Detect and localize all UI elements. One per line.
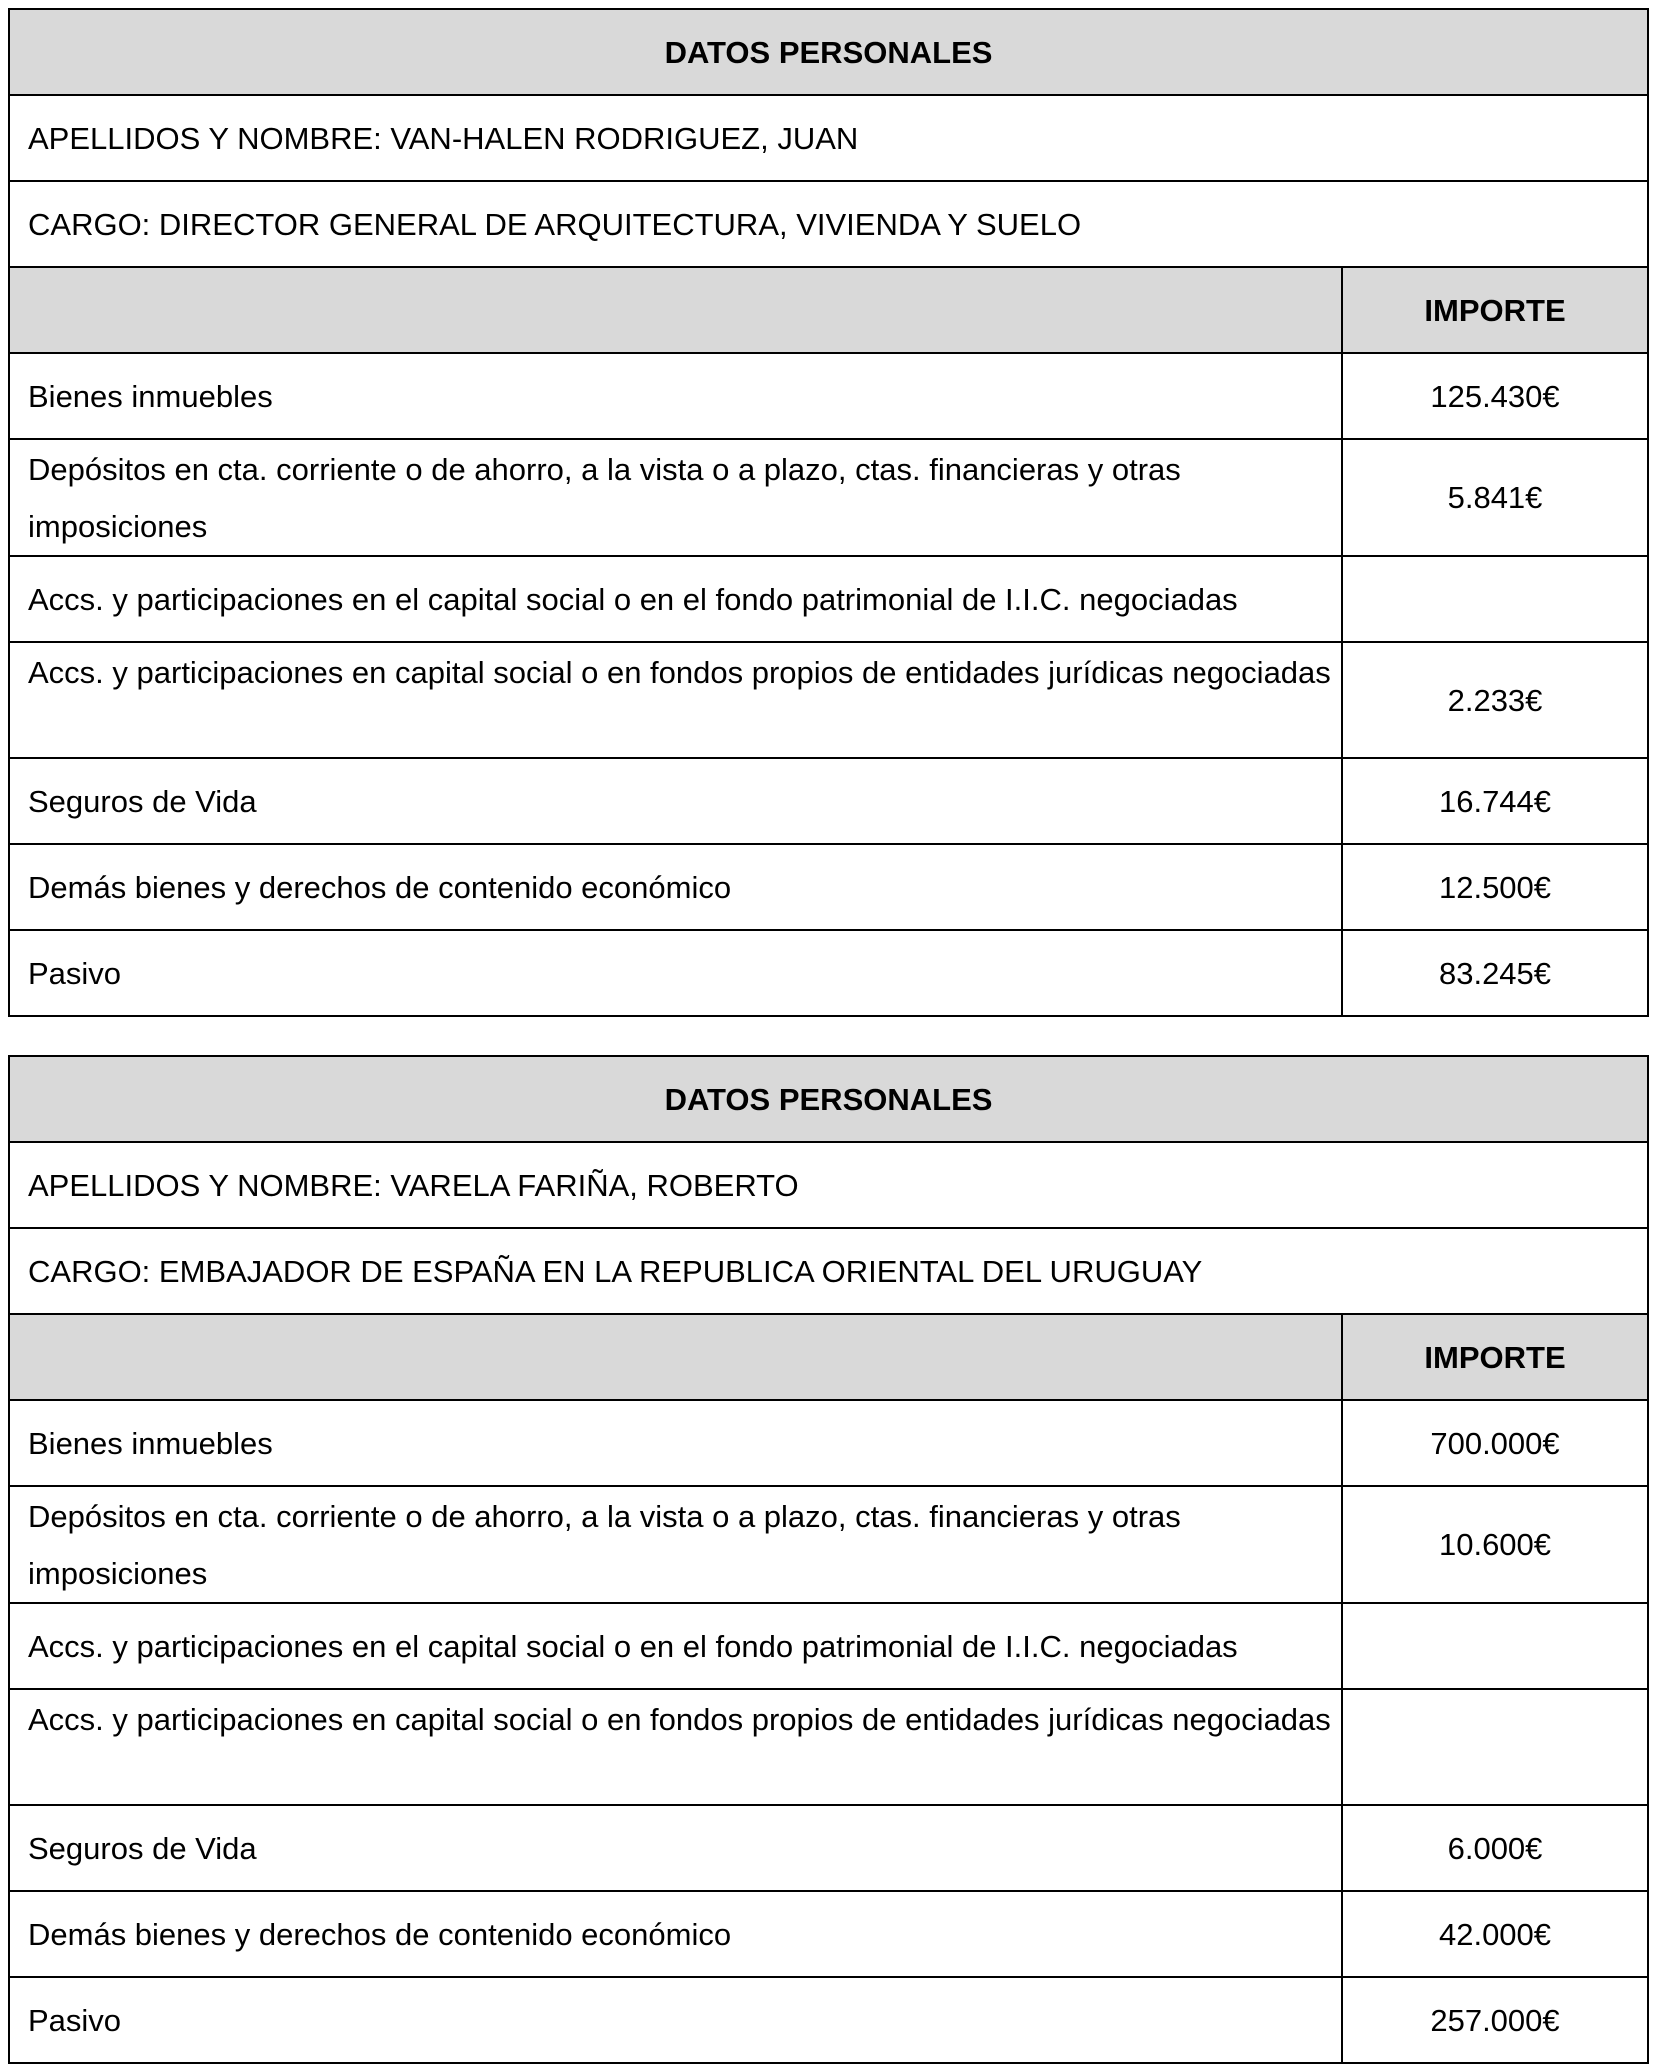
- table-row: [9, 930, 1648, 1016]
- item-label: Accs. y participaciones en el capital social o en el fondo patrimonial de I.I.C. negociadas: [9, 556, 1342, 642]
- declaration-table: [8, 8, 1649, 1017]
- item-amount: 2.233€: [1342, 642, 1648, 758]
- name-line: APELLIDOS Y NOMBRE: VAN-HALEN RODRIGUEZ, JUAN: [9, 95, 1648, 181]
- amount-column-header: IMPORTE: [1342, 1314, 1648, 1400]
- table-row: [9, 1891, 1648, 1977]
- item-amount: 16.744€: [1342, 758, 1648, 844]
- table-row: [9, 439, 1648, 556]
- item-label: Bienes inmuebles: [9, 353, 1342, 439]
- table-row: [9, 642, 1648, 758]
- table-header-row: [9, 9, 1648, 95]
- item-amount: 12.500€: [1342, 844, 1648, 930]
- item-label: Demás bienes y derechos de contenido económico: [9, 844, 1342, 930]
- item-label: Seguros de Vida: [9, 758, 1342, 844]
- item-label: Depósitos en cta. corriente o de ahorro, a la vista o a plazo, ctas. financieras y otras imposiciones: [9, 439, 1342, 556]
- table-header-row: [9, 1056, 1648, 1142]
- declaration-table: [8, 1055, 1649, 2064]
- section-title: DATOS PERSONALES: [9, 9, 1648, 95]
- amount-column-header: IMPORTE: [1342, 267, 1648, 353]
- cargo-row: [9, 1228, 1648, 1314]
- item-label: Demás bienes y derechos de contenido económico: [9, 1891, 1342, 1977]
- item-label: Accs. y participaciones en capital social o en fondos propios de entidades jurídicas negociadas: [9, 642, 1342, 758]
- item-label: Depósitos en cta. corriente o de ahorro, a la vista o a plazo, ctas. financieras y otras imposiciones: [9, 1486, 1342, 1603]
- column-header-row: [9, 1314, 1648, 1400]
- blank-header-cell: [9, 267, 1342, 353]
- item-label: Seguros de Vida: [9, 1805, 1342, 1891]
- table-row: [9, 1400, 1648, 1486]
- item-amount: 42.000€: [1342, 1891, 1648, 1977]
- table-row: [9, 1689, 1648, 1805]
- name-line: APELLIDOS Y NOMBRE: VARELA FARIÑA, ROBERTO: [9, 1142, 1648, 1228]
- item-label: Pasivo: [9, 1977, 1342, 2063]
- item-amount: 6.000€: [1342, 1805, 1648, 1891]
- column-header-row: [9, 267, 1648, 353]
- table-row: [9, 353, 1648, 439]
- table-row: [9, 1603, 1648, 1689]
- item-amount: [1342, 1603, 1648, 1689]
- item-label: Accs. y participaciones en capital social o en fondos propios de entidades jurídicas negociadas: [9, 1689, 1342, 1805]
- table-row: [9, 1977, 1648, 2063]
- item-amount: 700.000€: [1342, 1400, 1648, 1486]
- blank-header-cell: [9, 1314, 1342, 1400]
- section-title: DATOS PERSONALES: [9, 1056, 1648, 1142]
- item-label: Accs. y participaciones en el capital social o en el fondo patrimonial de I.I.C. negociadas: [9, 1603, 1342, 1689]
- cargo-line: CARGO: DIRECTOR GENERAL DE ARQUITECTURA, VIVIENDA Y SUELO: [9, 181, 1648, 267]
- cargo-line: CARGO: EMBAJADOR DE ESPAÑA EN LA REPUBLICA ORIENTAL DEL URUGUAY: [9, 1228, 1648, 1314]
- table-row: [9, 556, 1648, 642]
- item-amount: [1342, 556, 1648, 642]
- item-label: Pasivo: [9, 930, 1342, 1016]
- name-row: [9, 1142, 1648, 1228]
- cargo-row: [9, 181, 1648, 267]
- item-amount: [1342, 1689, 1648, 1805]
- item-amount: 5.841€: [1342, 439, 1648, 556]
- table-row: [9, 844, 1648, 930]
- table-row: [9, 1486, 1648, 1603]
- item-amount: 10.600€: [1342, 1486, 1648, 1603]
- table-row: [9, 758, 1648, 844]
- item-amount: 257.000€: [1342, 1977, 1648, 2063]
- item-amount: 125.430€: [1342, 353, 1648, 439]
- item-label: Bienes inmuebles: [9, 1400, 1342, 1486]
- item-amount: 83.245€: [1342, 930, 1648, 1016]
- name-row: [9, 95, 1648, 181]
- table-row: [9, 1805, 1648, 1891]
